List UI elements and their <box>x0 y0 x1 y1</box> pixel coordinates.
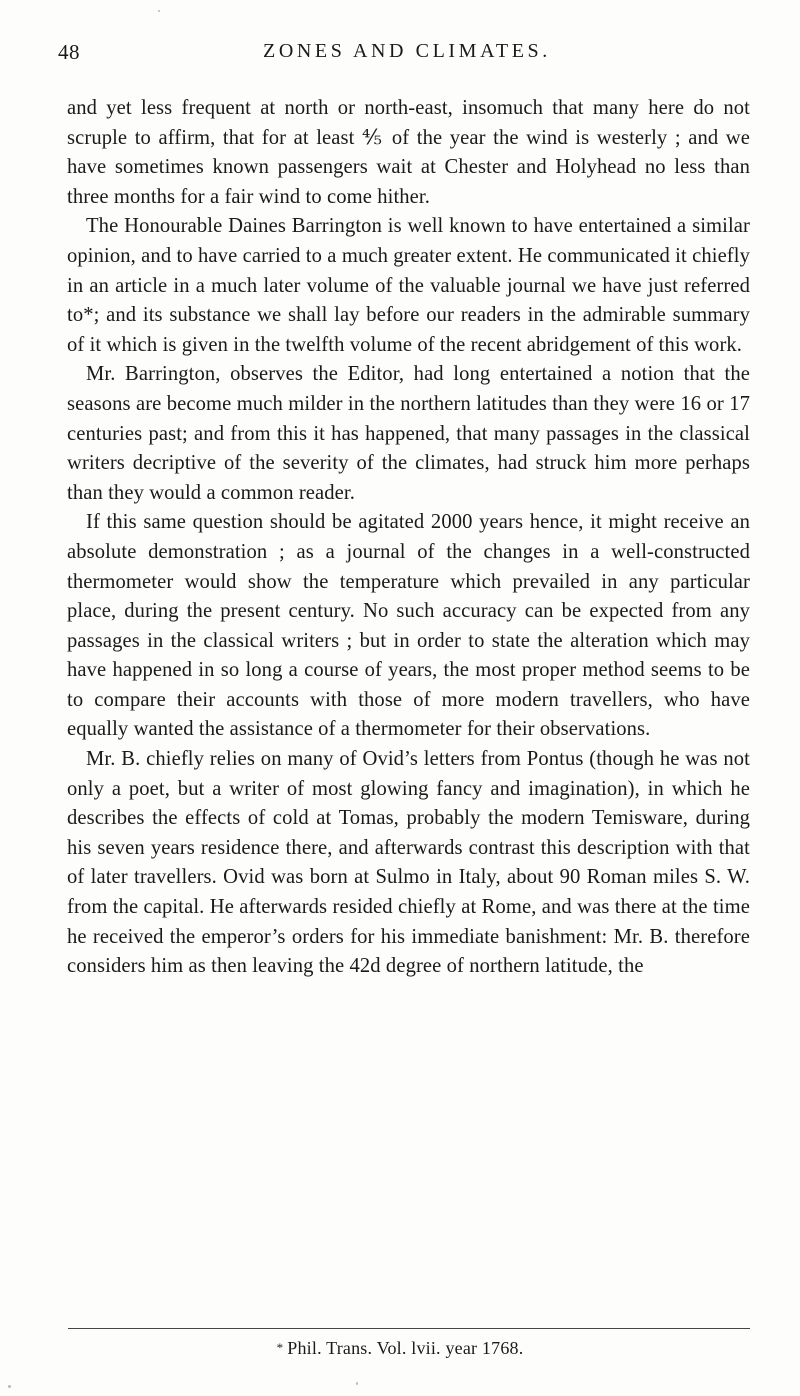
footnote <box>0 1338 800 1359</box>
page-header <box>58 40 758 72</box>
paragraph-editor-summary: Mr. Barrington, observes the Editor, had long entertained a notion that the seasons are become much milder in the northern latitudes than they were 16 or 17 centuries past; and from this it has happened, that many passages in the classical writers decriptive of the severity of the climates, had struck him more perhaps than they would a common reader. <box>67 363 750 504</box>
body-text <box>67 94 750 982</box>
paragraph-thermometer: If this same question should be agitated 2000 years hence, it might receive an absolute demonstration ; as a journal of the changes in a well-constructed thermometer would show the temperature which prevailed in any particular place, during the present century. No such accuracy can be expected from any passages in the classical writers ; but in order to state the alteration which may have happened in so long a course of years, the most proper method seems to be to compare their accounts with those of more modern travellers, who have equally wanted the assistance of a thermometer for their observations. <box>67 511 750 741</box>
footnote-divider <box>68 1328 750 1329</box>
footnote-text: Phil. Trans. Vol. lvii. year 1768. <box>287 1338 524 1358</box>
footnote-mark: * <box>276 1340 284 1355</box>
paper-speck <box>158 10 160 12</box>
paper-speck <box>8 1385 11 1388</box>
paragraph-barrington-opinion: The Honourable Daines Barrington is well known to have entertained a similar opinion, and to have carried to a much greater extent. He communicated it chiefly in an article in a much later volume of the valuable journal we have just referred to*; and its substance we shall lay before our readers in the admirable summary of it which is given in the twelfth volume of the recent abridgement of this work. <box>67 215 750 356</box>
page-number: 48 <box>58 40 80 64</box>
paragraph-ovid: Mr. B. chiefly relies on many of Ovid’s letters from Pontus (though he was not only a poet, but a writer of most glowing fancy and imagination), in which he describes the effects of cold at Tomas, probably the modern Temisware, during his seven years residence there, and afterwards contrast this description with that of later travellers. Ovid was born at Sulmo in Italy, about 90 Roman miles S. W. from the capital. He afterwards resided chiefly at Rome, and was there at the time he received the emperor’s orders for his immediate banishment: Mr. B. therefore considers him as then leaving the 42d degree of northern latitude, the <box>67 748 750 978</box>
paper-speck <box>356 1382 358 1385</box>
running-head: ZONES AND CLIMATES. <box>263 40 551 62</box>
paragraph-continuation: and yet less frequent at north or north-east, insomuch that many here do not scruple to affirm, that for at least ⅘ of the year the wind is westerly ; and we have sometimes known passengers wait at Chester and Holyhead no less than three months for a fair wind to come hither. <box>67 97 750 208</box>
